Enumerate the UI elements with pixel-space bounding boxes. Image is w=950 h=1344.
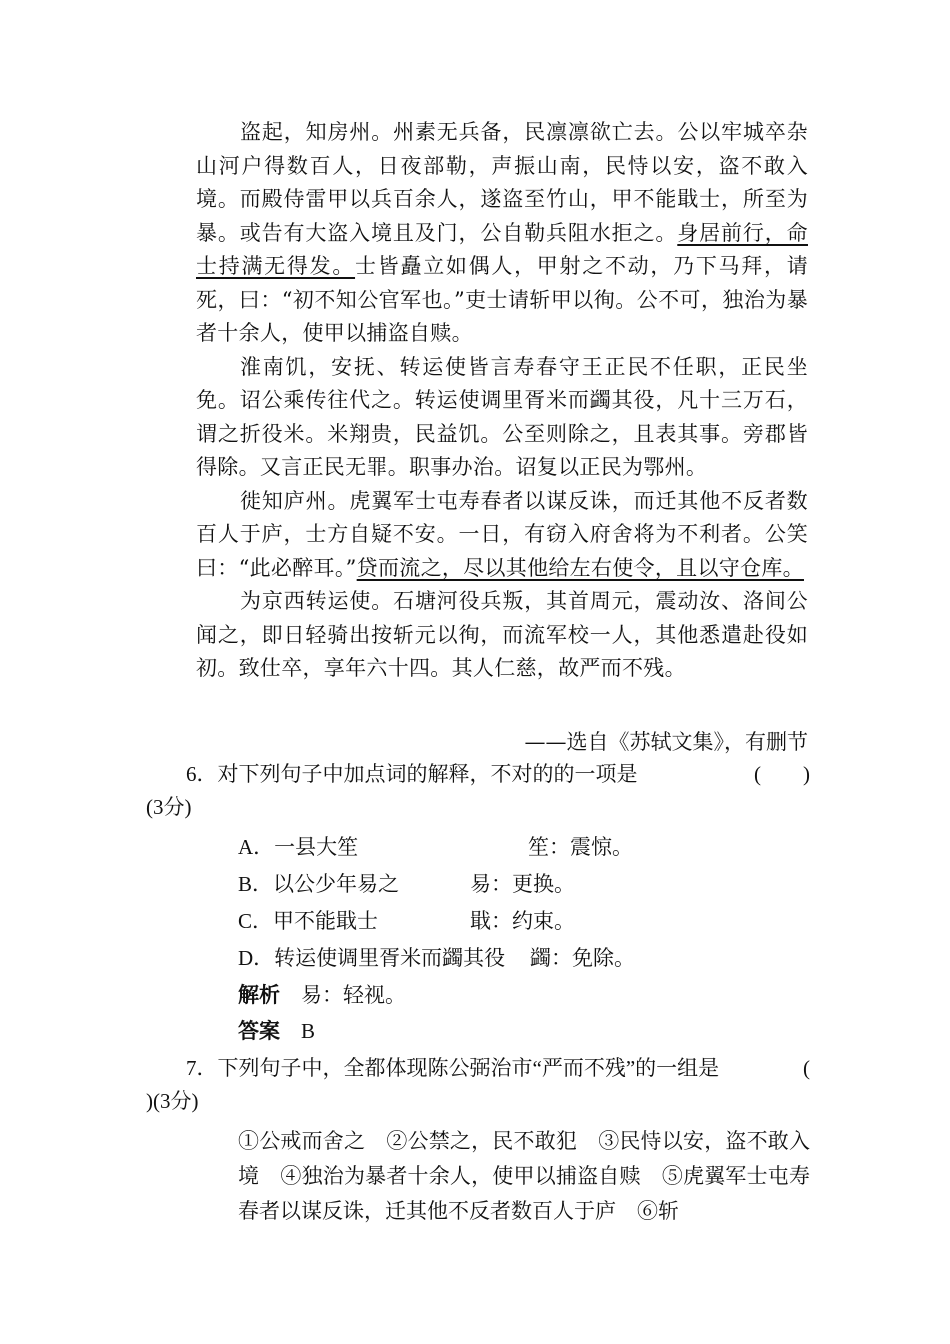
question-6 — [146, 758, 810, 824]
underlined-sentence: 贷而流之，尽以其他给左右使令，且以守仓库。 — [356, 555, 804, 580]
option-a — [238, 832, 633, 862]
analysis-line — [238, 980, 406, 1010]
analysis-text: 易：轻视。 — [301, 983, 406, 1007]
option-text: B．以公少年易之 — [238, 872, 400, 896]
question-7-stem: 7．下列句子中，全都体现陈公弼治市“严而不残”的一组是 — [186, 1056, 720, 1080]
answer-label: 答案 — [238, 1019, 280, 1043]
passage-paragraph-2: 淮南饥，安抚、转运使皆言寿春守王正民不任职，正民坐免。诏公乘传往代之。转运使调里胥米而蠲其役，凡十三万石，谓之折役米。米翔贵，民益饥。公至则除之，且表其事。旁郡皆得除。又言正民无罪。职事办治。诏复以正民为鄂州。 — [196, 354, 808, 479]
question-7-stem-line — [146, 1052, 810, 1085]
answer-value: B — [301, 1019, 316, 1043]
question-6-score: (3分) — [146, 795, 192, 819]
passage-text: 盗起，知房州。州素无兵备，民凛凛欲亡去。公以牢城卒杂山河户得数百人，日夜部勒，声振山南，民恃以安，盗不敢入境。而殿侍雷甲以兵百余人，遂盗至竹山，甲不能戢士，所至为暴。或告有大盗入境且及门，公自勒兵阻水拒之。 — [196, 120, 808, 245]
option-d — [238, 943, 635, 973]
option-c — [238, 906, 575, 936]
option-b — [238, 869, 575, 899]
question-7-items: ①公戒而舍之 ②公禁之，民不敢犯 ③民恃以安，盗不敢入境 ④独治为暴者十余人，使甲以捕盗自赎 ⑤虎翼军士屯寿春者以谋反诛，迁其他不反者数百人于庐 ⑥斩 — [238, 1129, 810, 1223]
passage-paragraph-3 — [196, 485, 808, 586]
answer-blank: ( ) — [754, 762, 810, 786]
question-6-stem-line — [146, 758, 810, 791]
answer-line — [238, 1016, 315, 1046]
question-7 — [146, 1052, 810, 1118]
passage-text: 徙知庐州。虎翼军士屯寿春者以谋反诛，而迁其他不反者数百人于庐，士方自疑不安。一日，有窃入府舍将为不利者。公笑曰：“此必醉耳。” — [196, 488, 808, 580]
passage-source: ——选自《苏轼文集》，有删节 — [524, 730, 808, 754]
passage-text: 士皆矗立如偶人，甲射之不动，乃下马拜，请死，曰：“初不知公官军也。”吏士请斩甲以徇。公不可，独治为暴者十余人，使甲以捕盗自赎。 — [196, 254, 809, 345]
question-6-stem: 6．对下列句子中加点词的解释，不对的的一项是 — [186, 762, 638, 786]
option-gloss: 戢：约束。 — [470, 909, 575, 933]
option-text: C．甲不能戢士 — [238, 909, 379, 933]
classical-passage — [196, 116, 808, 686]
passage-paragraph-4: 为京西转运使。石塘河役兵叛，其首周元，震动汝、洛间公闻之，即日轻骑出按斩元以徇，而流军校一人，其他悉遣赴役如初。致仕卒，享年六十四。其人仁慈，故严而不残。 — [196, 589, 808, 680]
option-text: D．转运使调里胥米而蠲其役 — [238, 946, 506, 970]
option-gloss: 笙：震惊。 — [528, 835, 633, 859]
analysis-label: 解析 — [238, 983, 280, 1007]
option-text: A．一县大笙 — [238, 835, 359, 859]
question-7-score: )(3分) — [146, 1089, 199, 1113]
answer-blank: ( — [803, 1056, 810, 1080]
option-gloss: 易：更换。 — [470, 872, 575, 896]
passage-paragraph-1 — [196, 116, 808, 351]
option-gloss: 蠲：免除。 — [530, 946, 635, 970]
underlined-sentence: 身居前行，命士持满无得发。 — [196, 220, 808, 278]
